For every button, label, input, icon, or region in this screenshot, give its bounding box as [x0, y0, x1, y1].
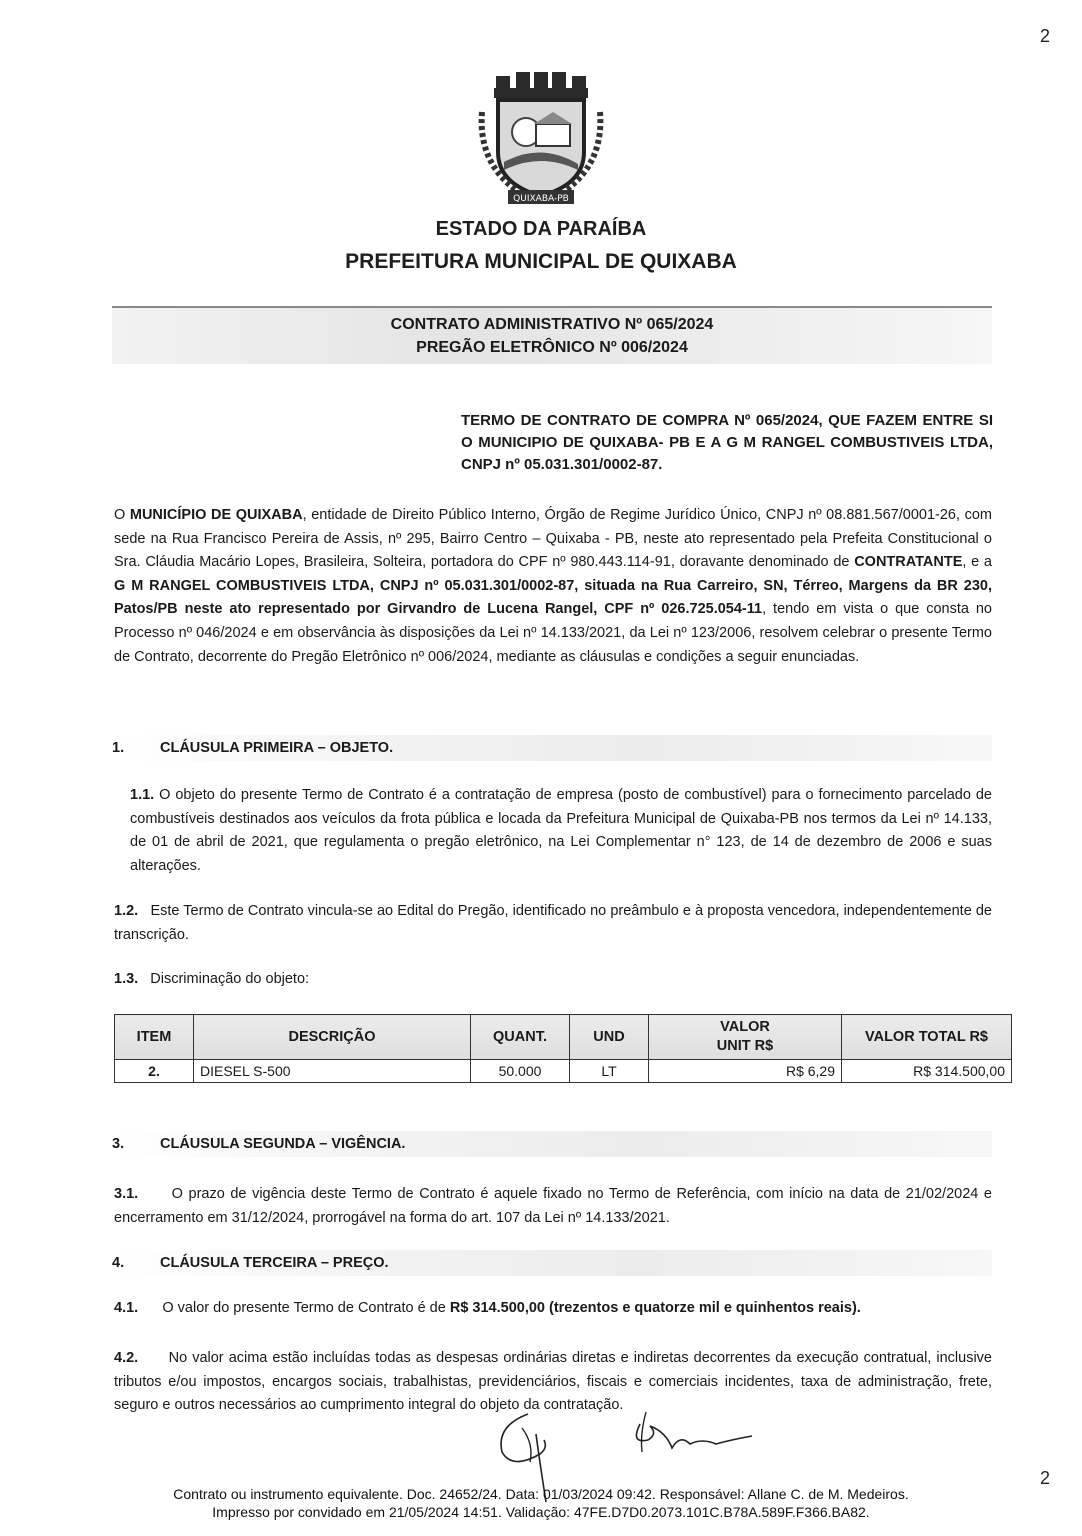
cell-valor-unit: R$ 6,29: [649, 1060, 842, 1083]
clause-1-3: [114, 968, 992, 992]
clause-number: 1.2.: [114, 903, 139, 919]
section-heading-objeto: [112, 735, 992, 761]
state-name: ESTADO DA PARAÍBA: [435, 218, 647, 240]
clause-text: Discriminação do objeto:: [150, 971, 310, 987]
section-number: 4.: [112, 1255, 125, 1271]
cell-item: 2.: [115, 1060, 194, 1083]
auction-number: PREGÃO ELETRÔNICO Nº 006/2024: [416, 339, 688, 356]
table-header-row: [115, 1015, 1012, 1060]
contract-summary: TERMO DE CONTRATO DE COMPRA Nº 065/2024, QUE FAZEM ENTRE SI O MUNICIPIO DE QUIXABA- PB E A G M RANGEL COMBUSTIVEIS LTDA, CNPJ nº 05.031.301/0002-87.: [461, 412, 993, 473]
clause-text: O valor do presente Termo de Contrato é de: [162, 1300, 450, 1316]
cell-descricao: DIESEL S-500: [194, 1060, 471, 1083]
header-item: ITEM: [115, 1015, 194, 1060]
clause-text: O objeto do presente Termo de Contrato é a contratação de empresa (posto de combustível) para o fornecimento parcelado de combustíveis destinados aos veículos da frota pública e locada da Prefeitura Municipal de Quixaba-PB nos termos da Lei nº 14.133, de 01 de abril de 2021, que regulamenta o pregão eletrônico, na Lei Complementar n° 123, de 14 de dezembro de 2006 e suas alterações.: [130, 787, 992, 874]
footer-document-info: Contrato ou instrumento equivalente. Doc. 24652/24. Data: 01/03/2024 09:42. Responsável: Allane C. de M. Medeiros.: [173, 1486, 909, 1502]
intro-paragraph: [114, 504, 992, 669]
header-valor-unit: [649, 1015, 842, 1060]
section-title: CLÁUSULA TERCEIRA – PREÇO.: [160, 1255, 389, 1271]
section-heading-vigencia: [112, 1131, 992, 1157]
footer-print-validation: Impresso por convidado em 21/05/2024 14:51. Validação: 47FE.D7D0.2073.101C.B78A.589F.F366.BA82.: [212, 1504, 870, 1520]
section-number: 1.: [112, 740, 125, 756]
intro-text-3: , e a: [962, 554, 992, 571]
header-valor-unit-line2: UNIT R$: [716, 1038, 774, 1054]
clause-number: 4.2.: [114, 1350, 139, 1366]
section-title: CLÁUSULA SEGUNDA – VIGÊNCIA.: [160, 1136, 406, 1152]
clause-text: Este Termo de Contrato vincula-se ao Edital do Pregão, identificado no preâmbulo e à proposta vencedora, independentemente de transcrição.: [114, 903, 992, 943]
section-heading-preco: [112, 1250, 992, 1276]
municipality-name: PREFEITURA MUNICIPAL DE QUIXABA: [345, 250, 737, 273]
intro-contratante: CONTRATANTE: [854, 554, 963, 571]
clause-number: 1.3.: [114, 971, 139, 987]
header-descricao: DESCRIÇÃO: [194, 1015, 471, 1060]
clause-text: O prazo de vigência deste Termo de Contrato é aquele fixado no Termo de Referência, com início na data de 21/02/2024 e encerramento em 31/12/2024, prorrogável na forma do art. 107 da Lei nº 14.133/2021.: [114, 1186, 992, 1226]
cell-valor-total: R$ 314.500,00: [842, 1060, 1012, 1083]
clause-1-2: [114, 900, 992, 947]
contract-value: R$ 314.500,00 (trezentos e quatorze mil e quinhentos reais).: [449, 1300, 861, 1316]
clause-number: 1.1.: [130, 787, 155, 803]
table-row: [115, 1060, 1012, 1083]
section-number: 3.: [112, 1136, 125, 1152]
clause-1-1: [130, 784, 992, 878]
page-number-top: 2: [1039, 26, 1050, 46]
municipal-seal-icon: [476, 72, 606, 212]
section-title: CLÁUSULA PRIMEIRA – OBJETO.: [160, 740, 394, 756]
intro-text-4: , tendo em vista o que consta no Processo nº 046/2024 e em observância às disposições da Lei nº 14.133/2021, da Lei nº 123/2006, resolvem celebrar o presente Termo de Contrato, decorrente do Pregão Eletrônico nº 006/2024, mediante as cláusulas e condições a seguir enunciadas.: [114, 601, 992, 665]
intro-municipio: MUNICÍPIO DE QUIXABA: [129, 507, 303, 523]
clause-4-1: [114, 1297, 992, 1321]
header-valor-total: VALOR TOTAL R$: [842, 1015, 1012, 1060]
intro-contratada: G M RANGEL COMBUSTIVEIS LTDA, CNPJ nº 05.031.301/0002-87, situada na Rua Carreiro, SN, Térreo, Margens da BR 230, Patos/PB neste ato representado por Girvandro de Lucena Rangel, CPF nº 026.725.054-11: [114, 577, 992, 618]
intro-text-1: O: [114, 507, 130, 523]
header-quant: QUANT.: [471, 1015, 570, 1060]
clause-number: 3.1.: [114, 1186, 139, 1202]
contract-number: CONTRATO ADMINISTRATIVO Nº 065/2024: [390, 316, 714, 333]
clause-text: No valor acima estão incluídas todas as despesas ordinárias diretas e indiretas decorrentes da execução contratual, inclusive tributos e/ou impostos, encargos sociais, trabalhistas, previdenciários, fiscais e comerciais incidentes, taxa de administração, frete, seguro e outros necessários ao cumprimento integral do objeto da contratação.: [114, 1350, 992, 1414]
intro-text-2: , entidade de Direito Público Interno, Órgão de Regime Jurídico Único, CNPJ nº 08.881.567/0001-26, com sede na Rua Francisco Pereira de Assis, nº 295, Bairro Centro – Quixaba - PB, neste ato representado pela Prefeita Constitucional o Sra. Cláudia Macário Lopes, Brasileira, Solteira, portadora do CPF nº 980.443.114-91, doravante denominado de: [114, 507, 992, 571]
cell-quant: 50.000: [471, 1060, 570, 1083]
header-und: UND: [570, 1015, 649, 1060]
cell-und: LT: [570, 1060, 649, 1083]
contract-heading-box: [112, 306, 992, 364]
clause-3-1: [114, 1183, 992, 1230]
header-valor-unit-line1: VALOR: [720, 1019, 770, 1035]
object-table: [114, 1014, 1012, 1083]
page-number-bottom: 2: [1039, 1468, 1050, 1488]
clause-number: 4.1.: [114, 1300, 139, 1316]
seal-label: QUIXABA-PB: [513, 194, 569, 204]
